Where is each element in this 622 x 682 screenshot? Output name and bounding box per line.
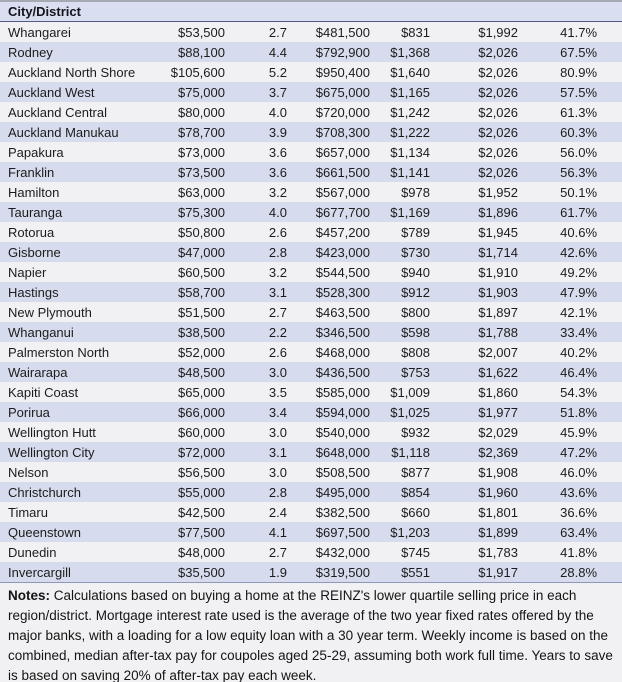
cell-percent: 33.4% (518, 322, 622, 342)
cell-percent: 56.3% (518, 162, 622, 182)
table-row (0, 302, 622, 322)
cell-city: Gisborne (0, 242, 150, 262)
cell-years: 2.8 (225, 482, 287, 502)
cell-percent: 40.2% (518, 342, 622, 362)
table-row (0, 182, 622, 202)
cell-weekly-payment: $1,169 (370, 202, 430, 222)
cell-years: 3.2 (225, 182, 287, 202)
cell-income-required: $63,000 (150, 182, 225, 202)
cell-house-price: $319,500 (287, 562, 370, 583)
cell-percent: 47.2% (518, 442, 622, 462)
table-row (0, 502, 622, 522)
cell-city: Invercargill (0, 562, 150, 583)
cell-weekly-payment: $1,203 (370, 522, 430, 542)
cell-percent: 41.8% (518, 542, 622, 562)
cell-weekly-payment: $745 (370, 542, 430, 562)
cell-house-price: $594,000 (287, 402, 370, 422)
cell-income-required: $56,500 (150, 462, 225, 482)
cell-percent: 54.3% (518, 382, 622, 402)
cell-years: 3.1 (225, 442, 287, 462)
cell-weekly-income: $2,369 (430, 442, 518, 462)
table-row (0, 322, 622, 342)
cell-weekly-income: $1,960 (430, 482, 518, 502)
cell-percent: 41.7% (518, 22, 622, 43)
cell-weekly-payment: $551 (370, 562, 430, 583)
cell-percent: 63.4% (518, 522, 622, 542)
cell-weekly-payment: $940 (370, 262, 430, 282)
table-header-row (0, 1, 622, 22)
cell-income-required: $80,000 (150, 102, 225, 122)
cell-weekly-income: $1,917 (430, 562, 518, 583)
cell-percent: 47.9% (518, 282, 622, 302)
cell-weekly-payment: $1,242 (370, 102, 430, 122)
cell-house-price: $585,000 (287, 382, 370, 402)
cell-city: Queenstown (0, 522, 150, 542)
cell-house-price: $468,000 (287, 342, 370, 362)
cell-weekly-income: $1,860 (430, 382, 518, 402)
cell-city: Wellington Hutt (0, 422, 150, 442)
cell-weekly-income: $1,897 (430, 302, 518, 322)
cell-years: 2.8 (225, 242, 287, 262)
cell-percent: 40.6% (518, 222, 622, 242)
table-row (0, 222, 622, 242)
cell-house-price: $528,300 (287, 282, 370, 302)
table-row (0, 82, 622, 102)
cell-weekly-income: $2,026 (430, 142, 518, 162)
cell-income-required: $65,000 (150, 382, 225, 402)
cell-weekly-income: $2,026 (430, 162, 518, 182)
cell-years: 2.6 (225, 342, 287, 362)
cell-weekly-income: $1,788 (430, 322, 518, 342)
cell-income-required: $55,000 (150, 482, 225, 502)
cell-weekly-income: $2,026 (430, 42, 518, 62)
table-header-city-district: City/District (0, 1, 622, 22)
cell-weekly-payment: $1,141 (370, 162, 430, 182)
cell-years: 4.4 (225, 42, 287, 62)
cell-weekly-payment: $877 (370, 462, 430, 482)
cell-percent: 49.2% (518, 262, 622, 282)
cell-weekly-income: $1,801 (430, 502, 518, 522)
cell-percent: 36.6% (518, 502, 622, 522)
cell-weekly-income: $1,977 (430, 402, 518, 422)
cell-city: Timaru (0, 502, 150, 522)
cell-income-required: $58,700 (150, 282, 225, 302)
cell-weekly-income: $1,945 (430, 222, 518, 242)
cell-house-price: $677,700 (287, 202, 370, 222)
cell-income-required: $60,000 (150, 422, 225, 442)
table-row (0, 402, 622, 422)
cell-house-price: $495,000 (287, 482, 370, 502)
cell-city: Kapiti Coast (0, 382, 150, 402)
cell-city: Rodney (0, 42, 150, 62)
cell-city: Wellington City (0, 442, 150, 462)
cell-city: Auckland North Shore (0, 62, 150, 82)
cell-weekly-payment: $1,222 (370, 122, 430, 142)
table-body (0, 22, 622, 583)
cell-years: 3.6 (225, 142, 287, 162)
table-row (0, 462, 622, 482)
table-row (0, 442, 622, 462)
cell-weekly-payment: $789 (370, 222, 430, 242)
cell-income-required: $60,500 (150, 262, 225, 282)
cell-years: 2.7 (225, 22, 287, 43)
cell-years: 3.0 (225, 422, 287, 442)
cell-income-required: $53,500 (150, 22, 225, 43)
cell-percent: 50.1% (518, 182, 622, 202)
cell-percent: 46.4% (518, 362, 622, 382)
cell-percent: 51.8% (518, 402, 622, 422)
cell-income-required: $35,500 (150, 562, 225, 583)
cell-weekly-income: $2,007 (430, 342, 518, 362)
cell-weekly-payment: $1,368 (370, 42, 430, 62)
cell-years: 4.1 (225, 522, 287, 542)
table-row (0, 162, 622, 182)
cell-years: 3.9 (225, 122, 287, 142)
cell-weekly-payment: $854 (370, 482, 430, 502)
cell-house-price: $346,500 (287, 322, 370, 342)
cell-city: Rotorua (0, 222, 150, 242)
table-row (0, 542, 622, 562)
cell-years: 3.5 (225, 382, 287, 402)
table-row (0, 262, 622, 282)
cell-income-required: $52,000 (150, 342, 225, 362)
cell-weekly-income: $1,899 (430, 522, 518, 542)
cell-house-price: $432,000 (287, 542, 370, 562)
cell-weekly-payment: $753 (370, 362, 430, 382)
cell-years: 2.6 (225, 222, 287, 242)
table-row (0, 142, 622, 162)
cell-city: Papakura (0, 142, 150, 162)
cell-years: 1.9 (225, 562, 287, 583)
cell-percent: 42.6% (518, 242, 622, 262)
cell-years: 3.0 (225, 462, 287, 482)
table-row (0, 562, 622, 583)
table-row (0, 202, 622, 222)
cell-weekly-income: $2,029 (430, 422, 518, 442)
table-row (0, 382, 622, 402)
cell-weekly-payment: $808 (370, 342, 430, 362)
table-row (0, 422, 622, 442)
table-row (0, 482, 622, 502)
cell-percent: 43.6% (518, 482, 622, 502)
table-row (0, 242, 622, 262)
cell-house-price: $675,000 (287, 82, 370, 102)
cell-weekly-payment: $1,640 (370, 62, 430, 82)
cell-house-price: $423,000 (287, 242, 370, 262)
cell-weekly-payment: $831 (370, 22, 430, 43)
cell-house-price: $481,500 (287, 22, 370, 43)
cell-income-required: $105,600 (150, 62, 225, 82)
cell-house-price: $648,000 (287, 442, 370, 462)
cell-weekly-income: $1,952 (430, 182, 518, 202)
cell-weekly-income: $1,622 (430, 362, 518, 382)
cell-weekly-income: $1,714 (430, 242, 518, 262)
cell-city: Napier (0, 262, 150, 282)
notes-text: Calculations based on buying a home at the REINZ's lower quartile selling price in each region/district. Mortgage interest rate used is the average of the two year fixed rates offered by the major banks, with a loading for a low equity loan with a 30 year term. Weekly income is based on the combined, median after-tax pay for coupoles aged 25-29, assuming both work full time. Years to save is based on saving 20% of after-tax pay each week. (8, 588, 613, 682)
cell-city: Hamilton (0, 182, 150, 202)
cell-city: Nelson (0, 462, 150, 482)
cell-weekly-income: $2,026 (430, 82, 518, 102)
cell-income-required: $72,000 (150, 442, 225, 462)
cell-percent: 67.5% (518, 42, 622, 62)
cell-house-price: $382,500 (287, 502, 370, 522)
cell-years: 3.4 (225, 402, 287, 422)
cell-income-required: $78,700 (150, 122, 225, 142)
cell-income-required: $75,300 (150, 202, 225, 222)
cell-house-price: $508,500 (287, 462, 370, 482)
cell-city: Palmerston North (0, 342, 150, 362)
cell-years: 2.7 (225, 542, 287, 562)
cell-house-price: $720,000 (287, 102, 370, 122)
cell-city: New Plymouth (0, 302, 150, 322)
cell-weekly-income: $1,910 (430, 262, 518, 282)
notes-block (0, 583, 622, 682)
cell-percent: 61.7% (518, 202, 622, 222)
cell-weekly-payment: $912 (370, 282, 430, 302)
cell-city: Tauranga (0, 202, 150, 222)
cell-city: Wairarapa (0, 362, 150, 382)
cell-city: Auckland Manukau (0, 122, 150, 142)
cell-weekly-income: $1,783 (430, 542, 518, 562)
cell-weekly-income: $1,903 (430, 282, 518, 302)
cell-house-price: $697,500 (287, 522, 370, 542)
table-row (0, 362, 622, 382)
cell-income-required: $48,000 (150, 542, 225, 562)
cell-weekly-payment: $1,025 (370, 402, 430, 422)
cell-weekly-income: $2,026 (430, 122, 518, 142)
cell-percent: 56.0% (518, 142, 622, 162)
cell-years: 2.4 (225, 502, 287, 522)
cell-income-required: $88,100 (150, 42, 225, 62)
cell-percent: 61.3% (518, 102, 622, 122)
cell-income-required: $66,000 (150, 402, 225, 422)
cell-house-price: $436,500 (287, 362, 370, 382)
cell-weekly-payment: $800 (370, 302, 430, 322)
cell-percent: 42.1% (518, 302, 622, 322)
cell-city: Christchurch (0, 482, 150, 502)
cell-years: 3.2 (225, 262, 287, 282)
cell-weekly-income: $1,908 (430, 462, 518, 482)
cell-city: Hastings (0, 282, 150, 302)
cell-house-price: $657,000 (287, 142, 370, 162)
cell-income-required: $75,000 (150, 82, 225, 102)
cell-weekly-payment: $1,118 (370, 442, 430, 462)
cell-house-price: $792,900 (287, 42, 370, 62)
table-row (0, 342, 622, 362)
cell-weekly-payment: $660 (370, 502, 430, 522)
cell-house-price: $463,500 (287, 302, 370, 322)
cell-weekly-payment: $730 (370, 242, 430, 262)
table-row (0, 102, 622, 122)
cell-city: Auckland Central (0, 102, 150, 122)
cell-house-price: $544,500 (287, 262, 370, 282)
cell-weekly-payment: $1,165 (370, 82, 430, 102)
cell-years: 5.2 (225, 62, 287, 82)
table-row (0, 62, 622, 82)
table-row (0, 42, 622, 62)
cell-city: Whangarei (0, 22, 150, 43)
cell-house-price: $708,300 (287, 122, 370, 142)
table-row (0, 22, 622, 43)
cell-years: 2.7 (225, 302, 287, 322)
cell-percent: 80.9% (518, 62, 622, 82)
cell-weekly-income: $1,896 (430, 202, 518, 222)
cell-weekly-payment: $598 (370, 322, 430, 342)
table-row (0, 522, 622, 542)
cell-weekly-income: $2,026 (430, 102, 518, 122)
cell-income-required: $50,800 (150, 222, 225, 242)
cell-weekly-income: $2,026 (430, 62, 518, 82)
cell-city: Franklin (0, 162, 150, 182)
cell-weekly-payment: $1,134 (370, 142, 430, 162)
cell-years: 3.1 (225, 282, 287, 302)
cell-city: Auckland West (0, 82, 150, 102)
cell-years: 3.7 (225, 82, 287, 102)
cell-percent: 28.8% (518, 562, 622, 583)
cell-income-required: $47,000 (150, 242, 225, 262)
cell-house-price: $567,000 (287, 182, 370, 202)
cell-income-required: $51,500 (150, 302, 225, 322)
cell-percent: 45.9% (518, 422, 622, 442)
cell-income-required: $38,500 (150, 322, 225, 342)
table-row (0, 122, 622, 142)
cell-years: 3.6 (225, 162, 287, 182)
cell-house-price: $540,000 (287, 422, 370, 442)
cell-income-required: $42,500 (150, 502, 225, 522)
notes-label: Notes: (8, 588, 51, 603)
cell-income-required: $73,500 (150, 162, 225, 182)
cell-years: 2.2 (225, 322, 287, 342)
cell-weekly-income: $1,992 (430, 22, 518, 43)
cell-house-price: $457,200 (287, 222, 370, 242)
cell-city: Porirua (0, 402, 150, 422)
cell-income-required: $48,500 (150, 362, 225, 382)
cell-house-price: $950,400 (287, 62, 370, 82)
cell-percent: 60.3% (518, 122, 622, 142)
cell-weekly-payment: $932 (370, 422, 430, 442)
cell-city: Dunedin (0, 542, 150, 562)
table-row (0, 282, 622, 302)
cell-weekly-payment: $1,009 (370, 382, 430, 402)
cell-years: 4.0 (225, 202, 287, 222)
cell-years: 3.0 (225, 362, 287, 382)
cell-income-required: $73,000 (150, 142, 225, 162)
cell-city: Whanganui (0, 322, 150, 342)
cell-percent: 57.5% (518, 82, 622, 102)
cell-income-required: $77,500 (150, 522, 225, 542)
cell-house-price: $661,500 (287, 162, 370, 182)
cell-percent: 46.0% (518, 462, 622, 482)
cell-years: 4.0 (225, 102, 287, 122)
cell-weekly-payment: $978 (370, 182, 430, 202)
